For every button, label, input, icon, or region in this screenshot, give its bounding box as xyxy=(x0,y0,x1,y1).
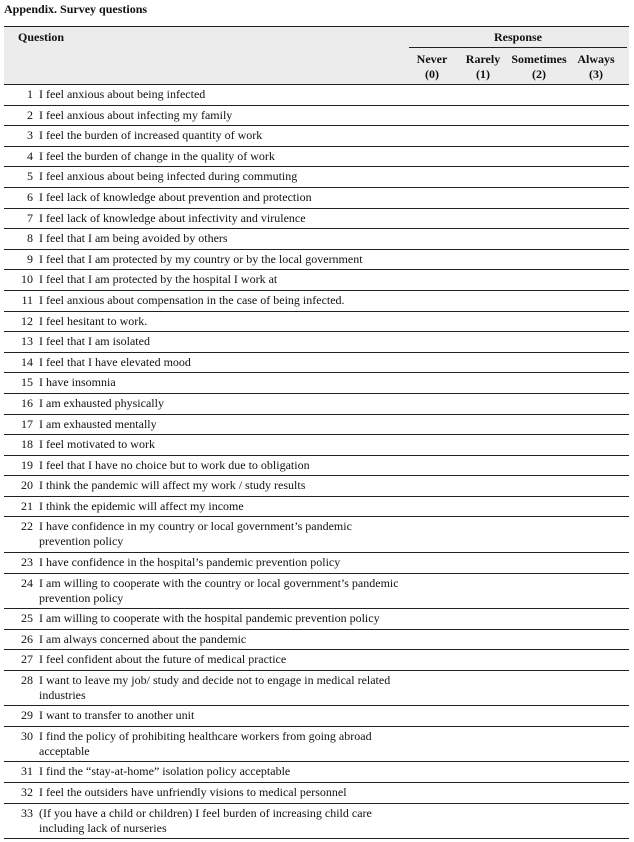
table-row xyxy=(4,270,629,291)
table-row xyxy=(4,394,629,415)
response-sometimes-cell[interactable] xyxy=(508,762,571,782)
table-header xyxy=(4,26,629,85)
response-rarely-cell[interactable] xyxy=(459,650,508,670)
response-sometimes-cell[interactable] xyxy=(508,456,571,476)
table-row xyxy=(4,435,629,456)
response-sometimes-cell[interactable] xyxy=(508,106,571,126)
response-never-cell[interactable] xyxy=(409,476,456,496)
response-header-rule xyxy=(409,47,627,48)
response-always-cell[interactable] xyxy=(572,783,621,803)
question-text: I feel the outsiders have unfriendly visions to medical personnel xyxy=(39,785,347,800)
question-text: I feel lack of knowledge about infectivity and virulence xyxy=(39,210,306,225)
response-sometimes-cell[interactable] xyxy=(508,706,571,726)
response-never-cell[interactable] xyxy=(409,671,456,706)
question-number: 15 xyxy=(21,375,33,390)
question-text: I have confidence in the hospital’s pandemic prevention policy xyxy=(39,554,341,569)
question-number: 30 xyxy=(21,728,33,743)
table-row xyxy=(4,630,629,651)
response-rarely-cell[interactable] xyxy=(459,332,508,352)
response-always-cell[interactable] xyxy=(572,497,621,517)
question-text: I think the epidemic will affect my income xyxy=(39,498,244,513)
response-always-cell[interactable] xyxy=(572,250,621,270)
response-never-cell[interactable] xyxy=(409,497,456,517)
response-rarely-cell[interactable] xyxy=(459,312,508,332)
response-never-cell[interactable] xyxy=(409,167,456,187)
response-never-cell[interactable] xyxy=(409,553,456,573)
question-number: 29 xyxy=(21,708,33,723)
response-never-cell[interactable] xyxy=(409,209,456,229)
response-sometimes-cell[interactable] xyxy=(508,291,571,311)
response-rarely-cell[interactable] xyxy=(459,456,508,476)
response-never-cell[interactable] xyxy=(409,650,456,670)
table-row xyxy=(4,229,629,250)
response-rarely-cell[interactable] xyxy=(459,188,508,208)
table-row xyxy=(4,353,629,374)
response-never-cell[interactable] xyxy=(409,229,456,249)
response-sometimes-cell[interactable] xyxy=(508,727,571,762)
table-row xyxy=(4,804,629,840)
question-number: 10 xyxy=(21,272,33,287)
question-text: I feel that I am protected by the hospital I work at xyxy=(39,272,278,287)
table-row xyxy=(4,706,629,727)
question-number: 3 xyxy=(27,128,33,143)
table-row xyxy=(4,188,629,209)
table-row xyxy=(4,147,629,168)
response-rarely-cell[interactable] xyxy=(459,706,508,726)
scale-label: Rarely xyxy=(465,52,501,66)
response-never-cell[interactable] xyxy=(409,415,456,435)
response-rarely-cell[interactable] xyxy=(459,250,508,270)
response-sometimes-cell[interactable] xyxy=(508,85,571,105)
table-row xyxy=(4,783,629,804)
scale-rarely-header xyxy=(459,52,507,82)
response-never-cell[interactable] xyxy=(409,609,456,629)
response-sometimes-cell[interactable] xyxy=(508,553,571,573)
response-always-cell[interactable] xyxy=(572,270,621,290)
response-rarely-cell[interactable] xyxy=(459,167,508,187)
question-number: 28 xyxy=(21,672,33,687)
table-row xyxy=(4,553,629,574)
question-number: 22 xyxy=(21,519,33,534)
question-number: 21 xyxy=(21,498,33,513)
response-always-cell[interactable] xyxy=(572,609,621,629)
response-never-cell[interactable] xyxy=(409,435,456,455)
table-row xyxy=(4,609,629,630)
response-rarely-cell[interactable] xyxy=(459,106,508,126)
question-text: I feel anxious about being infected during commuting xyxy=(39,169,298,184)
response-never-cell[interactable] xyxy=(409,188,456,208)
scale-value: (2) xyxy=(532,67,546,81)
response-sometimes-cell[interactable] xyxy=(508,783,571,803)
response-sometimes-cell[interactable] xyxy=(508,167,571,187)
question-number: 31 xyxy=(21,764,33,779)
response-never-cell[interactable] xyxy=(409,85,456,105)
question-text: I find the “stay-at-home” isolation policy acceptable xyxy=(39,764,291,779)
response-never-cell[interactable] xyxy=(409,332,456,352)
response-sometimes-cell[interactable] xyxy=(508,250,571,270)
question-number: 5 xyxy=(27,169,33,184)
response-rarely-cell[interactable] xyxy=(459,783,508,803)
response-rarely-cell[interactable] xyxy=(459,415,508,435)
question-text: I feel confident about the future of medical practice xyxy=(39,652,287,667)
response-rarely-cell[interactable] xyxy=(459,373,508,393)
table-row xyxy=(4,650,629,671)
question-number: 24 xyxy=(21,575,33,590)
response-sometimes-cell[interactable] xyxy=(508,188,571,208)
table-row xyxy=(4,373,629,394)
scale-always-header xyxy=(572,52,620,82)
response-sometimes-cell[interactable] xyxy=(508,332,571,352)
question-number: 17 xyxy=(21,416,33,431)
question-number: 16 xyxy=(21,395,33,410)
question-text: I have insomnia xyxy=(39,375,116,390)
response-sometimes-cell[interactable] xyxy=(508,394,571,414)
response-always-cell[interactable] xyxy=(572,312,621,332)
response-sometimes-cell[interactable] xyxy=(508,804,571,839)
response-always-cell[interactable] xyxy=(572,517,621,552)
response-rarely-cell[interactable] xyxy=(459,727,508,762)
response-sometimes-cell[interactable] xyxy=(508,671,571,706)
response-never-cell[interactable] xyxy=(409,394,456,414)
question-text: I feel motivated to work xyxy=(39,437,155,452)
response-sometimes-cell[interactable] xyxy=(508,609,571,629)
question-number: 6 xyxy=(27,189,33,204)
table-row xyxy=(4,250,629,271)
scale-label: Never xyxy=(416,52,448,66)
response-always-cell[interactable] xyxy=(572,229,621,249)
response-never-cell[interactable] xyxy=(409,517,456,552)
question-text: I feel anxious about compensation in the case of being infected. xyxy=(39,292,345,307)
response-always-cell[interactable] xyxy=(572,373,621,393)
table-row xyxy=(4,762,629,783)
response-never-cell[interactable] xyxy=(409,126,456,146)
question-number: 19 xyxy=(21,457,33,472)
response-always-cell[interactable] xyxy=(572,762,621,782)
response-never-cell[interactable] xyxy=(409,762,456,782)
response-always-cell[interactable] xyxy=(572,291,621,311)
table-row xyxy=(4,312,629,333)
question-text: I am willing to cooperate with the country or local government’s pandemic prevention policy xyxy=(39,575,399,605)
question-text: I want to leave my job/ study and decide not to engage in medical related industries xyxy=(39,672,391,702)
table-row xyxy=(4,415,629,436)
response-never-cell[interactable] xyxy=(409,250,456,270)
response-column-header: Response xyxy=(493,30,542,44)
response-sometimes-cell[interactable] xyxy=(508,312,571,332)
response-sometimes-cell[interactable] xyxy=(508,147,571,167)
response-always-cell[interactable] xyxy=(572,476,621,496)
response-rarely-cell[interactable] xyxy=(459,517,508,552)
response-sometimes-cell[interactable] xyxy=(508,435,571,455)
response-always-cell[interactable] xyxy=(572,671,621,706)
question-text: I feel that I am being avoided by others xyxy=(39,231,228,246)
table-row xyxy=(4,517,629,553)
response-rarely-cell[interactable] xyxy=(459,435,508,455)
response-always-cell[interactable] xyxy=(572,415,621,435)
response-sometimes-cell[interactable] xyxy=(508,650,571,670)
response-sometimes-cell[interactable] xyxy=(508,415,571,435)
response-sometimes-cell[interactable] xyxy=(508,229,571,249)
response-sometimes-cell[interactable] xyxy=(508,476,571,496)
table-row xyxy=(4,85,629,106)
scale-label: Always xyxy=(577,52,615,66)
table-row xyxy=(4,106,629,127)
question-text: I feel hesitant to work. xyxy=(39,313,148,328)
response-always-cell[interactable] xyxy=(572,435,621,455)
response-sometimes-cell[interactable] xyxy=(508,126,571,146)
table-row xyxy=(4,291,629,312)
response-never-cell[interactable] xyxy=(409,574,456,609)
response-rarely-cell[interactable] xyxy=(459,353,508,373)
question-text: I am exhausted mentally xyxy=(39,416,157,431)
question-text: I feel that I have no choice but to work due to obligation xyxy=(39,457,310,472)
response-never-cell[interactable] xyxy=(409,270,456,290)
response-sometimes-cell[interactable] xyxy=(508,373,571,393)
table-row xyxy=(4,209,629,230)
response-always-cell[interactable] xyxy=(572,706,621,726)
question-rows xyxy=(4,85,629,839)
question-text: I feel that I am isolated xyxy=(39,334,150,349)
response-rarely-cell[interactable] xyxy=(459,85,508,105)
question-number: 13 xyxy=(21,334,33,349)
question-number: 2 xyxy=(27,107,33,122)
question-number: 25 xyxy=(21,611,33,626)
response-always-cell[interactable] xyxy=(572,188,621,208)
table-row xyxy=(4,574,629,610)
question-column-header: Question xyxy=(18,30,65,44)
response-never-cell[interactable] xyxy=(409,291,456,311)
question-number: 32 xyxy=(21,785,33,800)
response-sometimes-cell[interactable] xyxy=(508,209,571,229)
question-text: I feel lack of knowledge about prevention and protection xyxy=(39,189,312,204)
table-row xyxy=(4,476,629,497)
question-text: I am always concerned about the pandemic xyxy=(39,631,247,646)
question-number: 1 xyxy=(27,87,33,101)
question-number: 14 xyxy=(21,354,33,369)
response-rarely-cell[interactable] xyxy=(459,394,508,414)
response-sometimes-cell[interactable] xyxy=(508,630,571,650)
response-never-cell[interactable] xyxy=(409,312,456,332)
response-never-cell[interactable] xyxy=(409,630,456,650)
table-row xyxy=(4,671,629,707)
question-number: 4 xyxy=(27,148,33,163)
response-rarely-cell[interactable] xyxy=(459,671,508,706)
response-sometimes-cell[interactable] xyxy=(508,517,571,552)
response-always-cell[interactable] xyxy=(572,804,621,839)
response-rarely-cell[interactable] xyxy=(459,574,508,609)
table-row xyxy=(4,497,629,518)
response-always-cell[interactable] xyxy=(572,332,621,352)
response-never-cell[interactable] xyxy=(409,783,456,803)
question-number: 33 xyxy=(21,805,33,820)
question-number: 18 xyxy=(21,437,33,452)
response-rarely-cell[interactable] xyxy=(459,270,508,290)
response-never-cell[interactable] xyxy=(409,727,456,762)
scale-value: (0) xyxy=(425,67,439,81)
response-always-cell[interactable] xyxy=(572,630,621,650)
response-rarely-cell[interactable] xyxy=(459,147,508,167)
question-number: 20 xyxy=(21,478,33,493)
response-rarely-cell[interactable] xyxy=(459,762,508,782)
question-number: 26 xyxy=(21,631,33,646)
response-sometimes-cell[interactable] xyxy=(508,497,571,517)
response-always-cell[interactable] xyxy=(572,553,621,573)
question-text: I am willing to cooperate with the hospital pandemic prevention policy xyxy=(39,611,380,626)
response-always-cell[interactable] xyxy=(572,126,621,146)
question-number: 12 xyxy=(21,313,33,328)
scale-value: (3) xyxy=(589,67,603,81)
response-rarely-cell[interactable] xyxy=(459,630,508,650)
table-row xyxy=(4,126,629,147)
question-text: I have confidence in my country or local government’s pandemic prevention policy xyxy=(39,519,352,549)
table-row xyxy=(4,456,629,477)
question-text: (If you have a child or children) I feel burden of increasing child care including lack of nurseries xyxy=(39,805,372,835)
response-never-cell[interactable] xyxy=(409,706,456,726)
question-text: I think the pandemic will affect my work / study results xyxy=(39,478,306,493)
question-text: I am exhausted physically xyxy=(39,395,164,410)
question-text: I feel that I have elevated mood xyxy=(39,354,191,369)
response-rarely-cell[interactable] xyxy=(459,553,508,573)
response-never-cell[interactable] xyxy=(409,804,456,839)
question-text: I feel anxious about infecting my family xyxy=(39,107,233,122)
question-text: I find the policy of prohibiting healthcare workers from going abroad acceptable xyxy=(39,728,372,758)
response-rarely-cell[interactable] xyxy=(459,209,508,229)
response-always-cell[interactable] xyxy=(572,209,621,229)
question-number: 23 xyxy=(21,554,33,569)
page-title: Appendix. Survey questions xyxy=(4,2,148,16)
question-text: I want to transfer to another unit xyxy=(39,708,195,723)
question-text: I feel the burden of increased quantity of work xyxy=(39,128,263,143)
response-rarely-cell[interactable] xyxy=(459,291,508,311)
response-never-cell[interactable] xyxy=(409,353,456,373)
response-always-cell[interactable] xyxy=(572,85,621,105)
response-rarely-cell[interactable] xyxy=(459,476,508,496)
table-row xyxy=(4,167,629,188)
response-rarely-cell[interactable] xyxy=(459,229,508,249)
question-text: I feel the burden of change in the quality of work xyxy=(39,148,275,163)
response-never-cell[interactable] xyxy=(409,373,456,393)
response-always-cell[interactable] xyxy=(572,147,621,167)
question-number: 9 xyxy=(27,251,33,266)
response-rarely-cell[interactable] xyxy=(459,609,508,629)
table-row xyxy=(4,332,629,353)
scale-value: (1) xyxy=(476,67,490,81)
table-top-rule xyxy=(4,26,629,27)
response-never-cell[interactable] xyxy=(409,106,456,126)
response-always-cell[interactable] xyxy=(572,353,621,373)
response-always-cell[interactable] xyxy=(572,574,621,609)
question-number: 7 xyxy=(27,210,33,225)
response-sometimes-cell[interactable] xyxy=(508,574,571,609)
response-never-cell[interactable] xyxy=(409,147,456,167)
scale-label: Sometimes xyxy=(511,52,567,66)
response-sometimes-cell[interactable] xyxy=(508,353,571,373)
scale-never-header xyxy=(409,52,455,82)
question-text: I feel that I am protected by my country or by the local government xyxy=(39,251,363,266)
response-rarely-cell[interactable] xyxy=(459,804,508,839)
question-text: I feel anxious about being infected xyxy=(39,87,206,101)
response-always-cell[interactable] xyxy=(572,394,621,414)
response-rarely-cell[interactable] xyxy=(459,497,508,517)
response-always-cell[interactable] xyxy=(572,456,621,476)
question-number: 27 xyxy=(21,652,33,667)
question-number: 11 xyxy=(21,292,33,307)
table-row xyxy=(4,727,629,763)
question-number: 8 xyxy=(27,231,33,246)
scale-sometimes-header xyxy=(508,52,570,82)
response-always-cell[interactable] xyxy=(572,650,621,670)
response-sometimes-cell[interactable] xyxy=(508,270,571,290)
response-always-cell[interactable] xyxy=(572,106,621,126)
response-always-cell[interactable] xyxy=(572,167,621,187)
response-always-cell[interactable] xyxy=(572,727,621,762)
response-rarely-cell[interactable] xyxy=(459,126,508,146)
response-never-cell[interactable] xyxy=(409,456,456,476)
